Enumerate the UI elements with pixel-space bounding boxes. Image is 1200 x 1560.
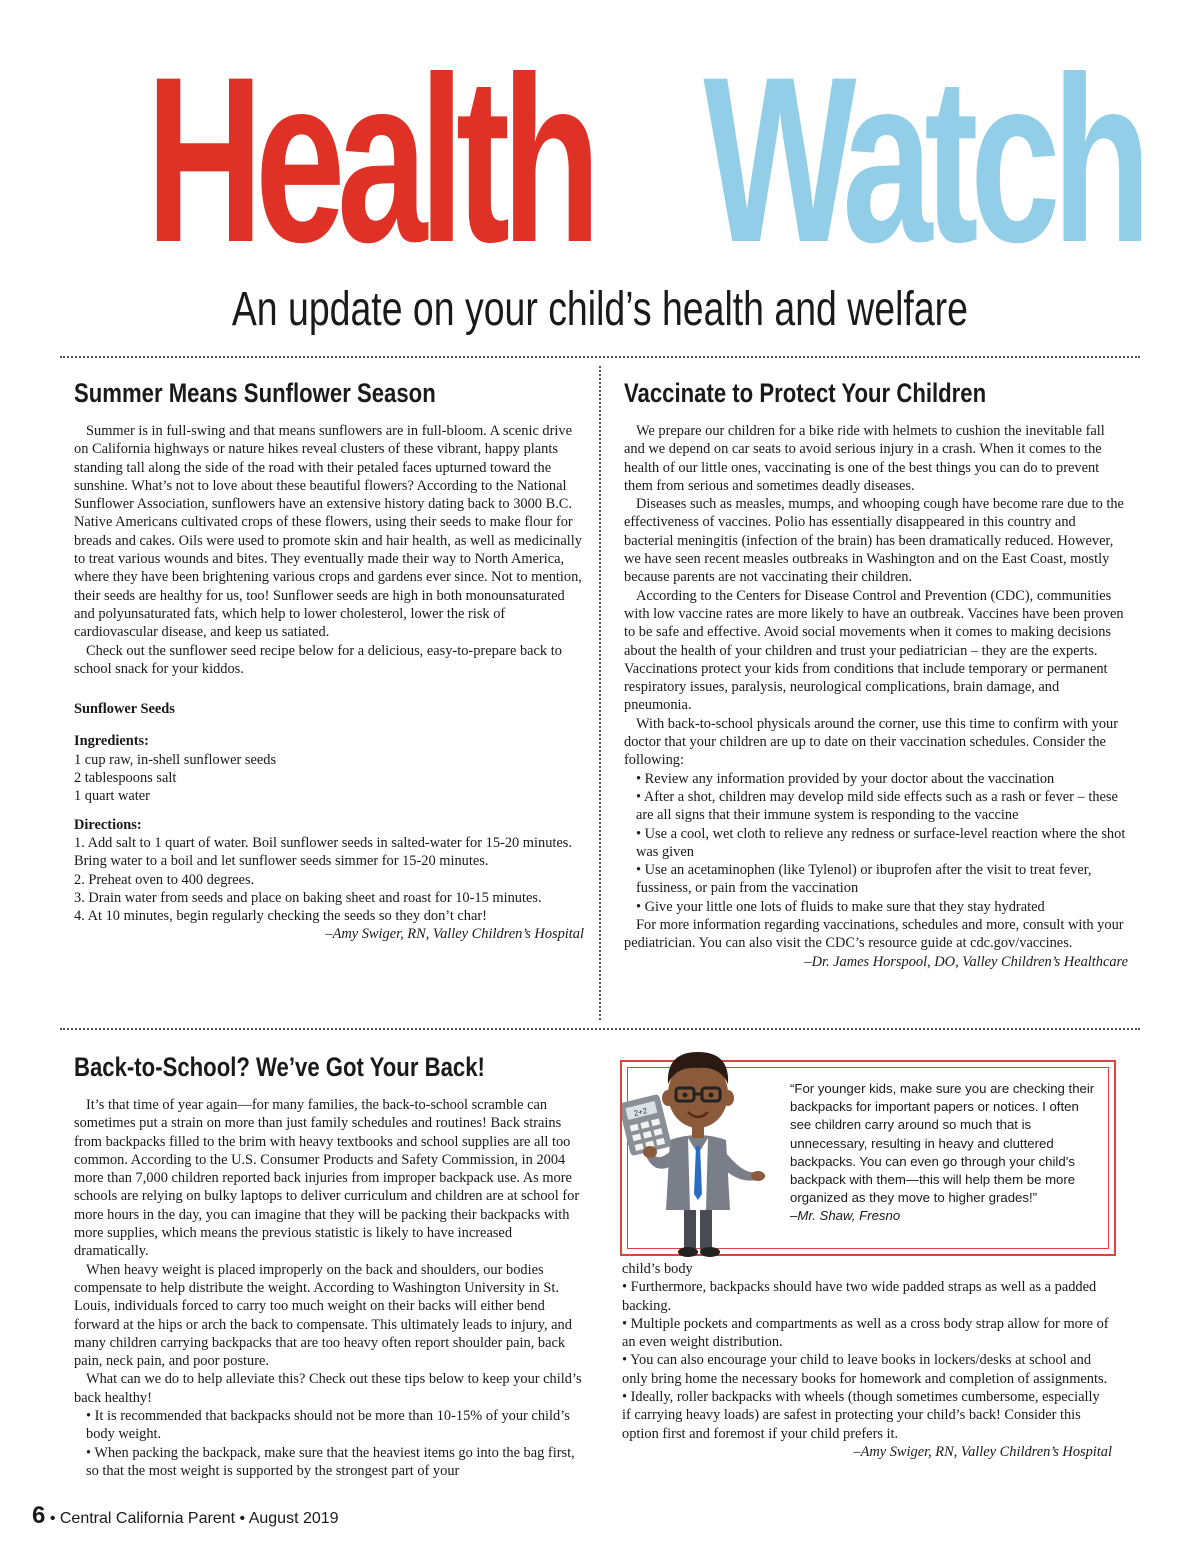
direction-step: 4. At 10 minutes, begin regularly checking the seeds so they don’t char!	[74, 908, 487, 925]
sunflower-paragraph-2: Check out the sunflower seed recipe below for a delicious, easy-to-prepare back to school snack for your kiddos.	[74, 642, 562, 677]
sunflower-signature: –Amy Swiger, RN, Valley Children’s Hospital	[325, 926, 584, 943]
masthead-title	[0, 28, 1200, 292]
backpack-bullet: • Furthermore, backpacks should have two wide padded straps as well as a padded backing.	[622, 1279, 1097, 1314]
direction-step: 3. Drain water from seeds and place on baking sheet and roast for 10-15 minutes.	[74, 889, 542, 906]
backpack-article	[74, 1050, 590, 1480]
vaccinate-paragraph-4: With back-to-school physicals around the corner, use this time to confirm with your doctor that your children are up to date on their vaccination schedules. Consider the following:	[624, 715, 1119, 769]
page-number: 6	[32, 1502, 46, 1529]
ingredient-item: 1 cup raw, in-shell sunflower seeds	[74, 751, 277, 768]
quote-body: “For younger kids, make sure you are checking their backpacks for important papers or notices. I often see children carry around so much that is unnecessary, resulting in heavy and cluttered backpacks. You can even go through your child’s backpack with them—this will help them be more organized as they move to higher grades!”	[790, 1081, 1095, 1206]
calculator-display: 2+2	[632, 1106, 649, 1119]
vaccinate-bullet: • After a shot, children may develop mild side effects such as a rash or fever – these are all signs that their immune system is responding to the vaccine	[636, 788, 1118, 824]
vaccinate-article	[624, 376, 1128, 971]
quote-signature: –Mr. Shaw, Fresno	[790, 1208, 901, 1224]
ingredient-item: 1 quart water	[74, 788, 150, 805]
backpack-bullet: • It is recommended that backpacks should not be more than 10-15% of your child’s body weight.	[86, 1408, 570, 1443]
masthead-word-health: Health	[146, 28, 593, 292]
vaccinate-bullet: • Use a cool, wet cloth to relieve any redness or surface-level reaction where the shot was given	[636, 825, 1126, 860]
backpack-article-title: Back-to-School? We’ve Got Your Back!	[74, 1052, 485, 1082]
page-footer	[32, 1502, 339, 1533]
teacher-illustration	[622, 1044, 772, 1258]
footer-separator: •	[239, 1510, 246, 1527]
backpack-article-continued	[622, 1260, 1112, 1461]
backpack-paragraph-2: When heavy weight is placed improperly on the back and shoulders, our bodies compensate to help distribute the weight. According to Washington University in St. Louis, individuals forced to carry too much weight on their backs will either bend forward at the hips or arch the back to compensate. This ultimately leads to injury, and many children carrying backpacks that are too heavy often report shoulder pain, back pain, neck pain, and poor posture.	[74, 1261, 572, 1370]
vaccinate-bullet: • Review any information provided by your doctor about the vaccination	[636, 770, 1055, 787]
column-divider	[599, 366, 601, 1020]
backpack-bullet: • Ideally, roller backpacks with wheels (though sometimes cumbersome, especially if carrying heavy loads) are safest in protecting your child’s back! Consider this option first and foremost if your child prefers it.	[622, 1389, 1100, 1442]
backpack-bullet: • Multiple pockets and compartments as well as a cross body strap allow for more of an even weight distribution.	[622, 1315, 1109, 1351]
backpack-bullet: • You can also encourage your child to leave books in lockers/desks at school and only bring home the necessary books for homework and completion of assignments.	[622, 1352, 1108, 1387]
issue-date: August 2019	[248, 1510, 339, 1527]
backpack-paragraph-3: What can we do to help alleviate this? Check out these tips below to keep your child’s back healthy!	[74, 1371, 582, 1406]
sunflower-article	[74, 376, 584, 944]
middle-divider	[60, 1028, 1140, 1030]
backpack-continued-text: child’s body	[622, 1261, 693, 1277]
quote-text	[790, 1080, 1100, 1226]
masthead-word-watch: Watch	[703, 28, 1144, 292]
direction-step: 2. Preheat oven to 400 degrees.	[74, 871, 255, 888]
vaccinate-paragraph-5: For more information regarding vaccinations, schedules and more, consult with your pediatrician. You can also visit the CDC’s resource guide at cdc.gov/vaccines.	[624, 917, 1124, 952]
vaccinate-paragraph-3: According to the Centers for Disease Control and Prevention (CDC), communities with low vaccine rates are more likely to have an outbreak. Vaccines have been proven to be safe and effective. Avoid social movements when it comes to making decisions about the health of your children and trust your pediatrician – they are the experts. Vaccinations protect your kids from conditions that include temporary or permanent respiratory issues, paralysis, neurological complications, brain damage, and pneumonia.	[624, 587, 1124, 714]
masthead-subtitle: An update on your child’s health and welfare	[231, 283, 969, 336]
sunflower-article-title: Summer Means Sunflower Season	[74, 378, 436, 408]
backpack-paragraph-1: It’s that time of year again—for many families, the back-to-school scramble can sometimes put a strain on more than just family schedules and routines! Back strains from backpacks filled to the brim with heavy textbooks and school supplies are all too common. According to the U.S. Consumer Products and Safety Commission, in 2004 more than 7,000 children reported back injuries from improper backpack use. As more schools are relying on bulky laptops to deliver curriculum and children are at school for more hours in the day, you can imagine that they will be packing their backpacks with more supplies, which means the previous statistic is likely to have increased dramatically.	[74, 1097, 580, 1260]
top-divider	[60, 356, 1140, 358]
vaccinate-paragraph-2: Diseases such as measles, mumps, and whooping cough have become rare due to the effectiveness of vaccines. Polio has essentially disappeared in this country and bacterial meningitis (infection of the brain) has been dramatically reduced. However, we have seen recent measles outbreaks in Washington and on the East Coast, mostly because parents are not vaccinating their children.	[624, 496, 1124, 586]
vaccinate-signature: –Dr. James Horspool, DO, Valley Children’s Healthcare	[804, 953, 1128, 970]
recipe-title: Sunflower Seeds	[74, 701, 175, 718]
backpack-signature: –Amy Swiger, RN, Valley Children’s Hospital	[853, 1443, 1112, 1460]
footer-separator: •	[49, 1510, 56, 1527]
vaccinate-bullet: • Use an acetaminophen (like Tylenol) or ibuprofen after the visit to treat fever, fussiness, or pain from the vaccination	[636, 862, 1092, 897]
sunflower-paragraph-1: Summer is in full-swing and that means sunflowers are in full-bloom. A scenic drive on California highways or nature hikes reveal clusters of these vibrant, happy plants standing tall along the side of the road with their petaled faces upturned toward the sunshine. What’s not to love about these beautiful flowers? According to the National Sunflower Association, sunflowers have an extensive history dating back to 3000 B.C. Native Americans cultivated crops of these flowers, using their seeds to make flour for breads and cakes. Oils were used to promote skin and hair health, as well as medicinally to treat various wounds and bites. They eventually made their way to North America, where they have been brightening various crops and gardens ever since. Not to mention, their seeds are healthy for us, too! Sunflower seeds are high in both monounsaturated and polyunsaturated fats, which help to lower cholesterol, lower the risk of cardiovascular disease, and keep us satiated.	[74, 423, 582, 641]
publication-name: Central California Parent	[59, 1510, 236, 1527]
ingredient-item: 2 tablespoons salt	[74, 770, 177, 787]
backpack-bullet: • When packing the backpack, make sure that the heaviest items go into the bag first, so that the most weight is supported by the strongest part of your	[86, 1444, 575, 1479]
ingredients-label: Ingredients:	[74, 733, 149, 750]
vaccinate-paragraph-1: We prepare our children for a bike ride with helmets to cushion the inevitable fall and we depend on car seats to avoid serious injury in a crash. When it comes to the health of our little ones, vaccinating is one of the best things you can do to prevent them from serious and sometimes deadly diseases.	[624, 423, 1105, 494]
direction-step: 1. Add salt to 1 quart of water. Boil sunflower seeds in salted-water for 15-20 minutes. Bring water to a boil and let sunflower seeds simmer for 15-20 minutes.	[74, 834, 572, 870]
vaccinate-article-title: Vaccinate to Protect Your Children	[624, 378, 987, 408]
directions-label: Directions:	[74, 816, 142, 833]
vaccinate-bullet: • Give your little one lots of fluids to make sure that they stay hydrated	[636, 898, 1045, 915]
